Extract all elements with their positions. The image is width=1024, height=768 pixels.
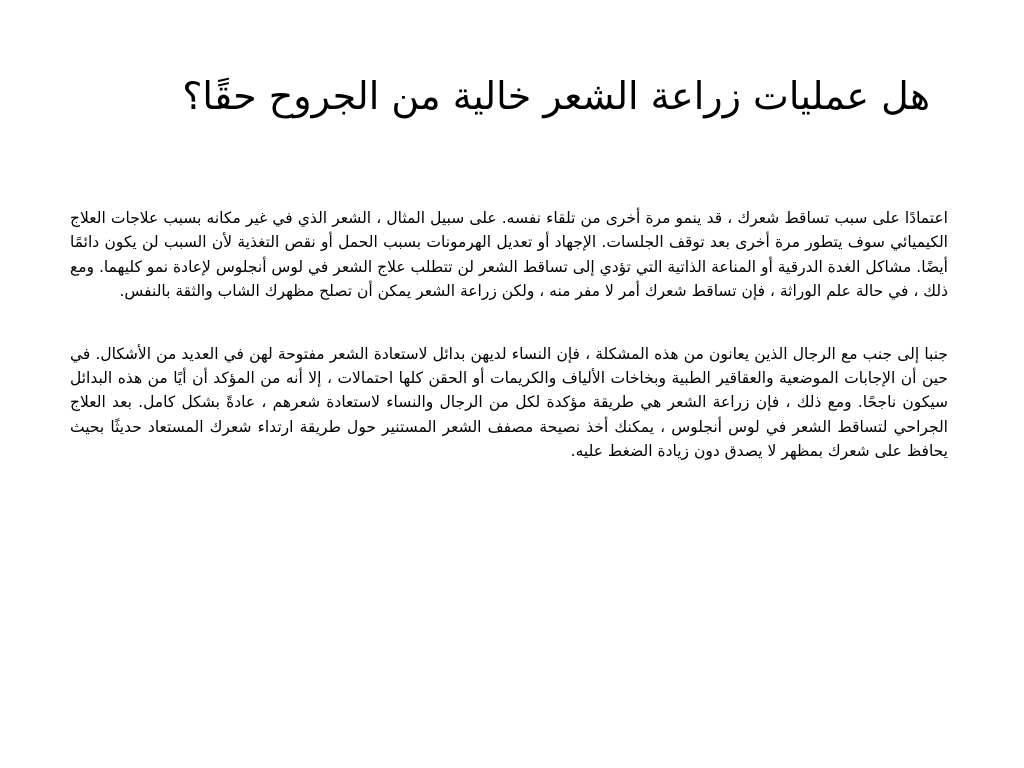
slide-body (70, 206, 948, 502)
paragraph-1: اعتمادًا على سبب تساقط شعرك ، قد ينمو مرة أخرى من تلقاء نفسه. على سبيل المثال ، الشعر الذي في غير مكانه بسبب علاجات العلاج الكيميائي سوف يتطور مرة أخرى بعد توقف الجلسات. الإجهاد أو تعديل الهرمونات بسبب الحمل أو نقص التغذية لأن السبب لن يكون دائمًا أيضًا. مشاكل الغدة الدرقية أو المناعة الذاتية التي تؤدي إلى تساقط الشعر لن تتطلب علاج الشعر في لوس أنجلوس لإعادة نمو كليهما. ومع ذلك ، في حالة علم الوراثة ، فإن تساقط شعرك أمر لا مفر منه ، ولكن زراعة الشعر يمكن أن تصلح مظهرك الشاب والثقة بالنفس. (70, 209, 948, 301)
slide-title: هل عمليات زراعة الشعر خالية من الجروح حقًا؟ (182, 74, 930, 118)
paragraph-2: جنبا إلى جنب مع الرجال الذين يعانون من هذه المشكلة ، فإن النساء لديهن بدائل لاستعادة الشعر مفتوحة لهن في العديد من الأشكال. في حين أن الإجابات الموضعية والعقاقير الطبية وبخاخات الألياف والكريمات أو الحقن كلها احتمالات ، إلا أنه من المؤكد أن أيًا من هذه البدائل سيكون ناجحًا. ومع ذلك ، فإن زراعة الشعر هي طريقة مؤكدة لكل من الرجال والنساء لاستعادة شعرهم ، عادةً بشكل كامل. بعد العلاج الجراحي لتساقط الشعر في لوس أنجلوس ، يمكنك أخذ نصيحة مصفف الشعر المستنير حول طريقة ارتداء شعرك المستعاد حديثًا بحيث يحافظ على شعرك بمظهر لا يصدق دون زيادة الضغط عليه. (70, 344, 948, 461)
